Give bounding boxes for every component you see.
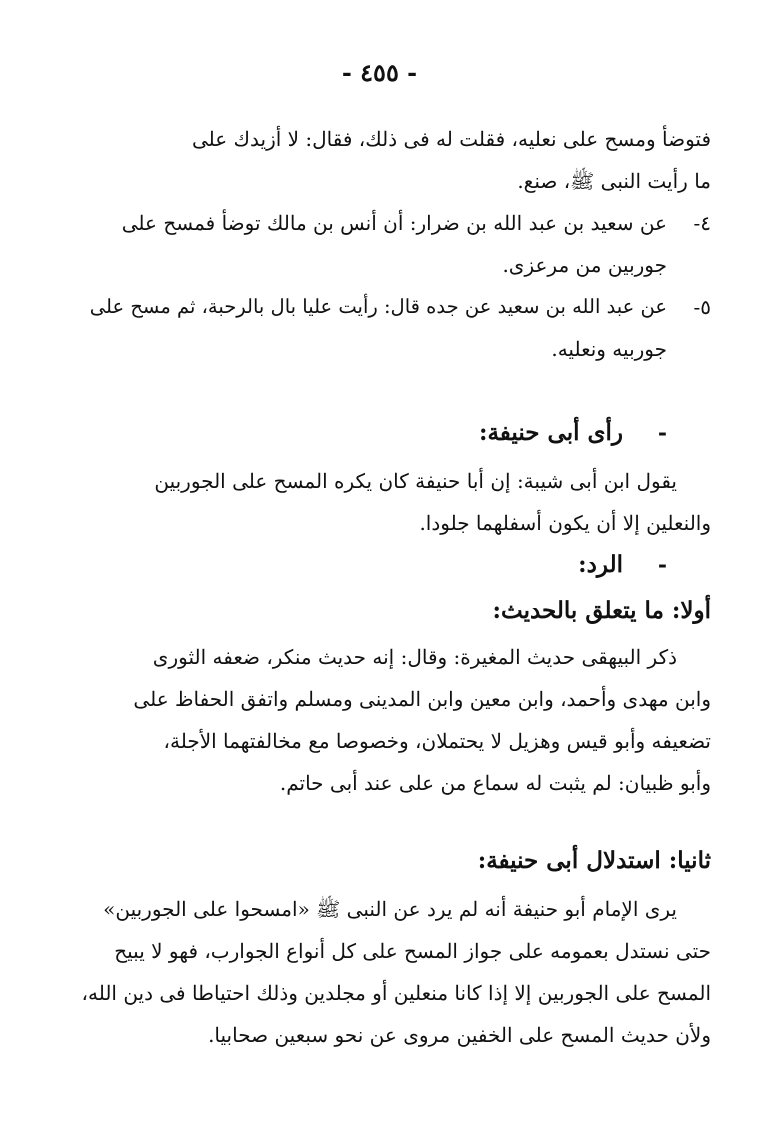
opinion-paragraph [80,460,711,544]
second-line-2: حتى نستدل بعمومه على جواز المسح على كل أنواع الجوارب، فهو لا يبيح [114,939,711,963]
intro-line-2: ما رأيت النبى ﷺ، صنع. [517,169,711,193]
item-line: عن سعيد بن عبد الله بن ضرار: أن أنس بن مالك توضأ فمسح على [121,211,667,235]
section-heading-reply: الرد: [578,551,623,578]
opinion-line-1: يقول ابن أبى شيبة: إن أبا حنيفة كان يكره المسح على الجوربين [154,469,677,493]
item-line: عن عبد الله بن سعيد عن جده قال: رأيت عليا بال بالرحبة، ثم مسح على [89,295,667,318]
section-dash: - [657,420,667,446]
second-line-3: المسح على الجوربين إلا إذا كانا منعلين أو مجلدين وذلك احتياطا فى دين الله، [81,981,711,1005]
item-line: جوربيه ونعليه. [551,337,667,361]
item-number: ٥- [693,295,711,319]
page-number: - ٤٥٥ - [341,58,418,87]
intro-paragraph [80,118,711,202]
item-number: ٤- [693,211,711,235]
first-line-2: وابن مهدى وأحمد، وابن معين وابن المدينى ومسلم واتفق الحفاظ على [133,687,711,711]
second-paragraph [80,888,711,1056]
item-line: جوربين من مرعزى. [502,253,667,277]
second-line-1: يرى الإمام أبو حنيفة أنه لم يرد عن النبى ﷺ «امسحوا على الجوربين» [103,897,677,921]
first-paragraph [80,636,711,804]
section-heading-opinion: رأى أبى حنيفة: [478,419,623,446]
opinion-line-2: والنعلين إلا أن يكون أسفلهما جلودا. [419,511,711,535]
narration-item-4 [90,202,711,286]
section-heading-second: ثانيا: استدلال أبى حنيفة: [477,847,711,874]
narration-item-5 [90,286,711,370]
intro-line-1: فتوضأ ومسح على نعليه، فقلت له فى ذلك، فقال: لا أزيدك على [191,127,711,151]
section-dash: - [657,552,667,578]
section-heading-first: أولا: ما يتعلق بالحديث: [492,597,711,624]
first-line-3: تضعيفه وأبو قيس وهزيل لا يحتملان، وخصوصا مع مخالفتهما الأجلة، [163,729,711,753]
first-line-4: وأبو ظبيان: لم يثبت له سماع من على عند أبى حاتم. [279,771,711,795]
first-line-1: ذكر البيهقى حديث المغيرة: وقال: إنه حديث منكر، ضعفه الثورى [152,645,677,669]
second-line-4: ولأن حديث المسح على الخفين مروى عن نحو سبعين صحابيا. [208,1023,711,1047]
